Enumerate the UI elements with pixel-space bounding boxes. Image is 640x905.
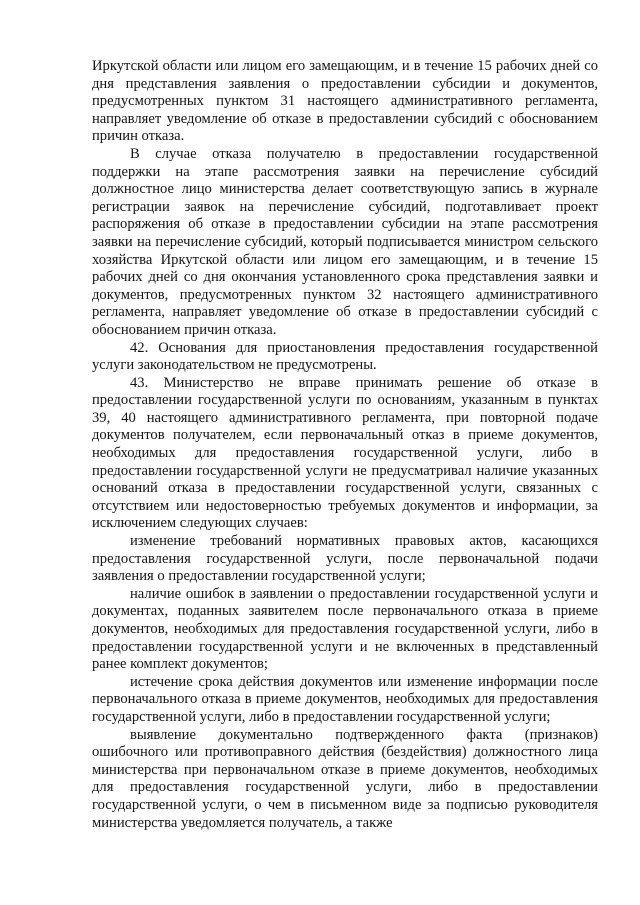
paragraph-2: В случае отказа получателю в предоставлении государственной поддержки на этапе рассмотрения заявки на перечисление субсидий должностное лицо министерства делает соответствующую запись в журнале регистрации заявок на перечисление субсидий, подготавливает проект распоряжения об отказе в предоставлении субсидии на этапе рассмотрения заявки на перечисление субсидий, который подписывается министром сельского хозяйства Иркутской области или лицом его замещающим, и в течение 15 рабочих дней со дня окончания установленного срока представления заявки и документов, предусмотренных пунктом 32 настоящего административного регламента, направляет уведомление об отказе в предоставлении субсидий с обоснованием причин отказа. — [92, 145, 598, 338]
paragraph-1: Иркутской области или лицом его замещающим, и в течение 15 рабочих дней со дня представления заявления о предоставлении субсидии и документов, предусмотренных пунктом 31 настоящего административного регламента, направляет уведомление об отказе в предоставлении субсидий с обоснованием причин отказа. — [92, 58, 598, 145]
paragraph-43: 43. Министерство не вправе принимать решение об отказе в предоставлении государственной услуги по основаниям, указанным в пунктах 39, 40 настоящего административного регламента, при повторной подаче документов получателем, если первоначальный отказ в приеме документов, необходимых для предоставления государственной услуги, либо в предоставлении государственной услуги не предусматривал наличие указанных оснований отказа в предоставлении государственной услуги, связанных с отсутствием или недостоверностью требуемых документов и информации, за исключением следующих случаев: — [92, 374, 598, 532]
exception-item-3: истечение срока действия документов или изменение информации после первоначального отказа в приеме документов, необходимых для предоставления государственной услуги, либо в предоставлении государственной услуги; — [92, 673, 598, 725]
document-page — [92, 58, 598, 832]
exception-item-2: наличие ошибок в заявлении о предоставлении государственной услуги и документах, поданных заявителем после первоначального отказа в приеме документов, необходимых для предоставления государственной услуги, либо в предоставлении государственной услуги и не включенных в представленный ранее комплект документов; — [92, 585, 598, 673]
exception-item-4: выявление документально подтвержденного факта (признаков) ошибочного или противоправного действия (бездействия) должностного лица министерства при первоначальном отказе в приеме документов, необходимых для предоставления государственной услуги, либо в предоставлении государственной услуги, о чем в письменном виде за подписью руководителя министерства уведомляется получатель, а также — [92, 726, 598, 831]
exception-item-1: изменение требований нормативных правовых актов, касающихся предоставления государственной услуги, после первоначальной подачи заявления о предоставлении государственной услуги; — [92, 533, 598, 585]
paragraph-42: 42. Основания для приостановления предоставления государственной услуги законодательством не предусмотрены. — [92, 339, 598, 374]
